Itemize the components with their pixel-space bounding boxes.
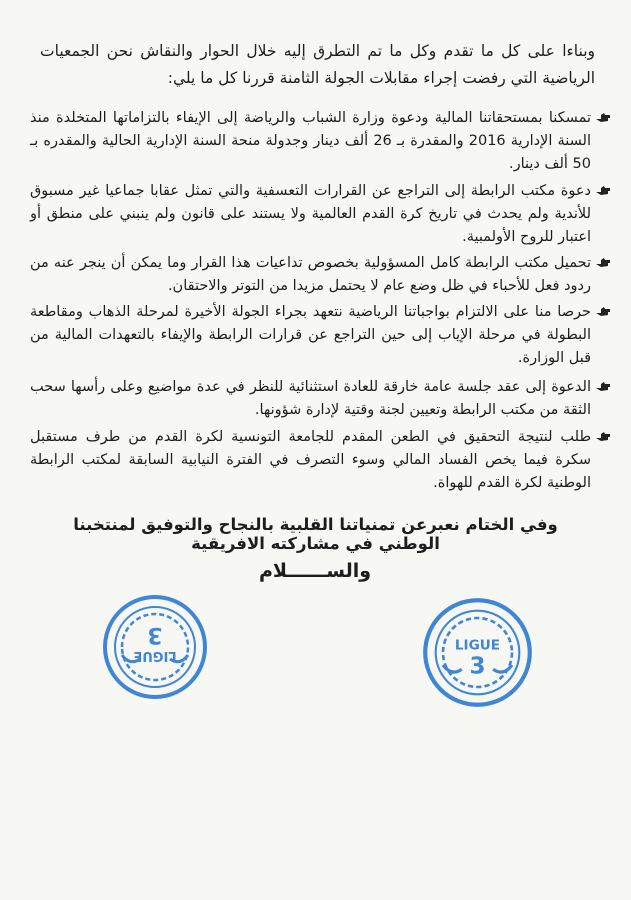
list-item — [30, 107, 591, 176]
list-item — [30, 376, 591, 422]
list-item — [30, 301, 591, 370]
stamp-right-number: 3 — [469, 653, 486, 680]
stamp-left-word: LIGUE — [133, 648, 177, 663]
club-stamp-right — [420, 595, 535, 710]
list-item — [30, 180, 591, 249]
list-item-text: حرصا منا على الالتزام بواجباتنا الرياضية نتعهد بجراء الجولة الأخيرة لمرحلة الذهاب ومقاطعة البطولة في مرحلة الإياب إلى حين التراجع عن قرارات الرابطة والإيفاء بالتعهدات المالية من قبل الوزارة. — [30, 304, 591, 366]
intro-paragraph: وبناءا على كل ما تقدم وكل ما تم التطرق إليه خلال الحوار والنقاش نحن الجمعيات الرياضية التي رفضت إجراء مقابلات الجولة الثامنة قررنا كل ما يلي: — [40, 42, 595, 87]
list-item-text: تمسكنا بمستحقاتنا المالية ودعوة وزارة الشباب والرياضة إلى الإيفاء بالتزاماتها المتخلدة منذ السنة الإدارية 2016 والمقدرة بـ 26 ألف دينار وجدولة منحة السنة الإدارية الحالية والمقدره بـ 50 ألف دينار. — [30, 110, 591, 172]
hand-bullet-icon — [595, 109, 611, 125]
list-item-text: تحميل مكتب الرابطة كامل المسؤولية بخصوص تداعيات هذا القرار وما يمكن أن ينجر عنه من ردود فعل للأحباء في ظل وضع عام لا يحتمل مزيدا من التوتر والاحتقان. — [30, 255, 591, 294]
hand-bullet-icon — [595, 303, 611, 319]
hand-bullet-icon — [595, 428, 611, 444]
list-item — [30, 252, 591, 298]
salutation: والســــــلام — [258, 560, 372, 582]
club-stamp-left — [100, 592, 210, 702]
stamp-right-word: LIGUE — [454, 637, 501, 654]
list-item-text: طلب لنتيجة التحقيق في الطعن المقدم للجامعة التونسية لكرة القدم من طرف مستقبل سكرة فيما يخص الفساد المالي وسوء التصرف في الفترة النيابية السابقة لمكتب الرابطة الوطنية لكرة القدم للهواة. — [30, 429, 591, 491]
hand-bullet-icon — [595, 378, 611, 394]
list-item-text: دعوة مكتب الرابطة إلى التراجع عن القرارات التعسفية والتي تمثل عقابا جماعيا غير مسبوق للأندية ولم يحدث في تاريخ كرة القدم العالمية ولا يستند على قانون ولم ينبني على منطق أو اعتبار للروح الأولمبية. — [30, 183, 591, 245]
hand-bullet-icon — [595, 182, 611, 198]
closing-line: وفي الختام نعبرعن تمنياتنا القلبية بالنجاح والتوفيق لمنتخبنا الوطني في مشاركته الافريقية — [73, 515, 558, 553]
hand-bullet-icon — [595, 254, 611, 270]
list-item — [30, 426, 591, 495]
stamp-left-number: 3 — [147, 622, 163, 647]
list-item-text: الدعوة إلى عقد جلسة عامة خارقة للعادة استثنائية للنظر في عدة مواضيع وعلى رأسها سحب الثقة من مكتب الرابطة وتعيين لجنة وقتية لإدارة شؤونها. — [30, 379, 591, 418]
